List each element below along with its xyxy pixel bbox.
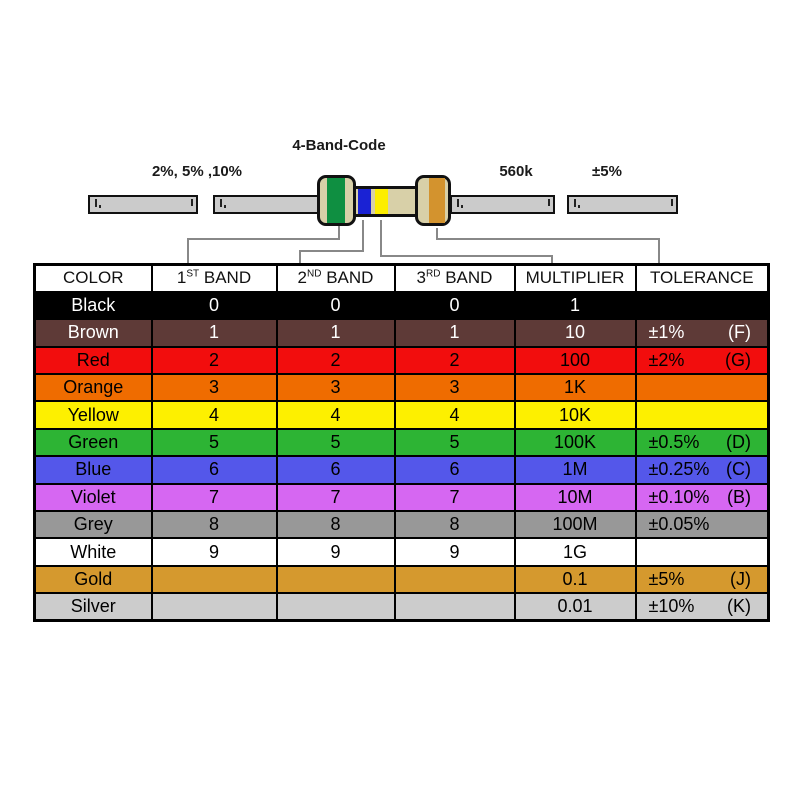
resistor-band-4-gold [429,178,445,223]
band1-cell: 1 [152,319,277,346]
diagram-title: 4-Band-Code [292,137,386,154]
band1-cell: 2 [152,347,277,374]
color-cell: Red [35,347,152,374]
color-cell: Brown [35,319,152,346]
lead-highlight [574,199,576,207]
lead-highlight [99,205,101,208]
color-cell: Orange [35,374,152,401]
callout-line [551,255,553,263]
lead-highlight [224,205,226,208]
lead-highlight [220,199,222,207]
color-cell: Grey [35,511,152,538]
band2-cell: 5 [277,429,395,456]
tolerance-cell [636,484,769,511]
tolerance-letter: (K) [727,596,751,617]
tolerance-cell [636,347,769,374]
band2-cell: 6 [277,456,395,483]
band3-cell: 2 [395,347,515,374]
band3-cell: 7 [395,484,515,511]
lead-wire-right-outer [567,195,678,214]
callout-line [187,238,189,263]
color-cell: White [35,538,152,565]
tolerance-value: ±1% [648,322,685,343]
multiplier-cell: 1 [515,292,636,319]
band3-cell: 8 [395,511,515,538]
callout-line [658,238,660,263]
tolerance-letter: (G) [725,349,751,370]
tolerance-value: ±0.10% [648,486,710,507]
tolerance-letter: (J) [730,568,751,589]
band2-cell: 3 [277,374,395,401]
multiplier-cell: 10K [515,401,636,428]
band2-cell: 4 [277,401,395,428]
lead-highlight [548,199,550,206]
color-cell: Blue [35,456,152,483]
multiplier-cell: 100 [515,347,636,374]
lead-wire-left-inner [213,195,320,214]
band3-cell: 1 [395,319,515,346]
band3-cell: 9 [395,538,515,565]
band1-cell: 8 [152,511,277,538]
lead-wire-right-inner [450,195,555,214]
multiplier-cell: 1M [515,456,636,483]
band3-cell [395,593,515,620]
band2-cell: 9 [277,538,395,565]
header-cell: 3RD BAND [395,265,515,292]
band2-cell: 1 [277,319,395,346]
table-row [35,566,769,593]
band1-cell: 3 [152,374,277,401]
band2-cell: 8 [277,511,395,538]
header-cell: MULTIPLIER [515,265,636,292]
callout-line [299,250,364,252]
color-cell: Green [35,429,152,456]
tolerance-cell [636,374,769,401]
band3-cell: 0 [395,292,515,319]
callout-line [436,238,660,240]
tolerance-cell [636,538,769,565]
band3-cell: 4 [395,401,515,428]
multiplier-cell: 0.1 [515,566,636,593]
resistor-band-1-green [327,178,345,223]
tolerance-letter: (B) [727,486,751,507]
lead-wire-left-outer [88,195,198,214]
band2-cell: 7 [277,484,395,511]
tolerance-cell [636,292,769,319]
multiplier-cell: 100K [515,429,636,456]
multiplier-cell: 1G [515,538,636,565]
tolerance-letter: (F) [728,322,751,343]
tolerance-value: ±0.25% [648,459,710,480]
tolerance-options-label: 2%, 5% ,10% [151,163,243,180]
resistance-value-label: 560k [499,163,533,180]
tolerance-cell [636,566,769,593]
color-cell: Silver [35,593,152,620]
band1-cell: 4 [152,401,277,428]
callout-line [380,255,553,257]
header-cell: 1ST BAND [152,265,277,292]
color-cell: Yellow [35,401,152,428]
callout-line [380,220,382,257]
lead-highlight [671,199,673,206]
band1-cell: 9 [152,538,277,565]
band2-cell [277,593,395,620]
tolerance-cell [636,511,769,538]
tolerance-value-label: ±5% [592,163,622,180]
band2-cell: 2 [277,347,395,374]
table-row [35,374,769,401]
tolerance-cell [636,593,769,620]
lead-highlight [191,199,193,206]
table-row [35,456,769,483]
band3-cell [395,566,515,593]
band3-cell: 5 [395,429,515,456]
band1-cell [152,593,277,620]
tolerance-value: ±0.05% [648,514,710,535]
table-row [35,319,769,346]
tolerance-letter: (D) [726,432,751,453]
table-header-row [35,265,769,292]
band1-cell: 6 [152,456,277,483]
tolerance-cell [636,429,769,456]
multiplier-cell: 100M [515,511,636,538]
color-code-table [33,263,767,622]
multiplier-cell: 0.01 [515,593,636,620]
color-cell: Violet [35,484,152,511]
tolerance-cell [636,319,769,346]
lead-highlight [95,199,97,207]
tolerance-value: ±5% [648,568,685,589]
header-cell: 2ND BAND [277,265,395,292]
band2-cell [277,566,395,593]
lead-highlight [461,205,463,208]
resistor-band-2-blue [358,189,371,214]
tolerance-value: ±10% [648,596,695,617]
callout-line [362,220,364,252]
callout-line [299,250,301,263]
tolerance-value: ±0.5% [648,432,700,453]
header-cell: COLOR [35,265,152,292]
band1-cell: 7 [152,484,277,511]
tolerance-value: ±2% [648,349,685,370]
callout-line [187,238,340,240]
table-row [35,484,769,511]
table-row [35,292,769,319]
band3-cell: 3 [395,374,515,401]
tolerance-cell [636,456,769,483]
multiplier-cell: 1K [515,374,636,401]
lead-highlight [457,199,459,207]
band1-cell: 0 [152,292,277,319]
multiplier-cell: 10M [515,484,636,511]
color-cell: Black [35,292,152,319]
band3-cell: 6 [395,456,515,483]
table-row [35,401,769,428]
table-row [35,538,769,565]
table-row [35,593,769,620]
band1-cell [152,566,277,593]
tolerance-cell [636,401,769,428]
table-row [35,429,769,456]
lead-highlight [578,205,580,208]
band1-cell: 5 [152,429,277,456]
table-row [35,511,769,538]
multiplier-cell: 10 [515,319,636,346]
resistor-band-3-yellow [375,189,388,214]
tolerance-letter: (C) [726,459,751,480]
header-cell: TOLERANCE [636,265,769,292]
band2-cell: 0 [277,292,395,319]
color-cell: Gold [35,566,152,593]
table-row [35,347,769,374]
